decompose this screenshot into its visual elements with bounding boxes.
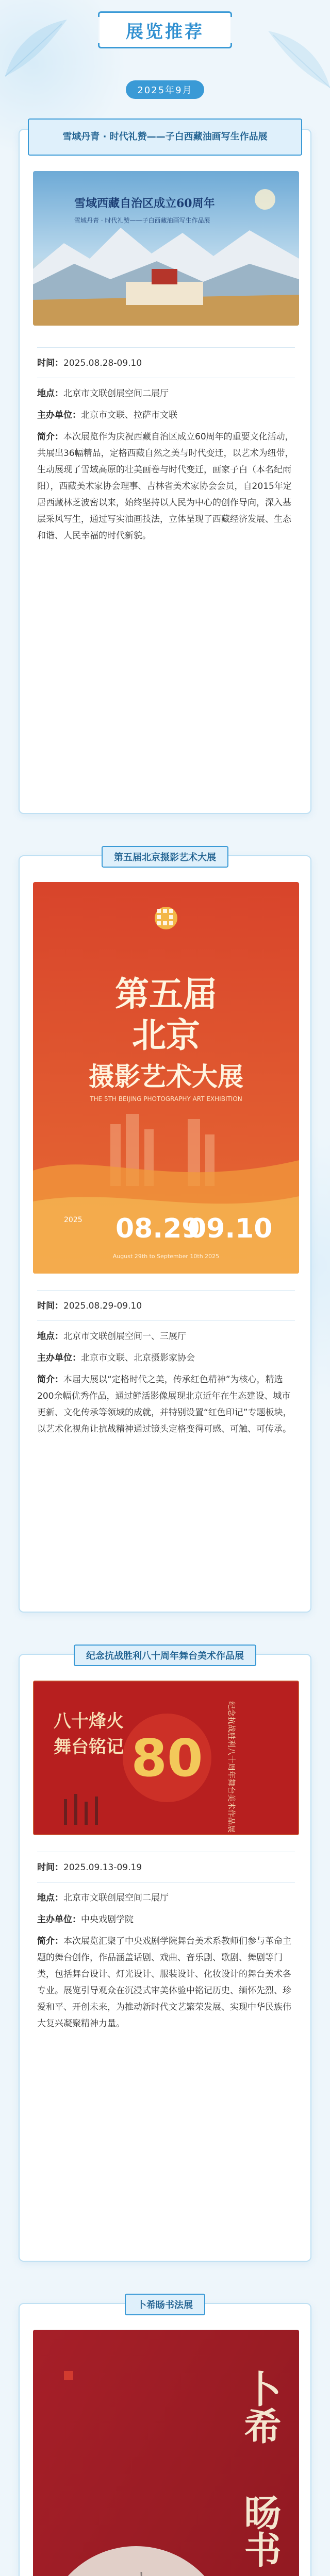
place-value: 北京市文联创展空间二展厅 (63, 388, 169, 399)
poster-title-line-1: 第五届 (115, 974, 217, 1014)
intro-row: 简介：本次展览作为庆祝西藏自治区成立60周年的重要文化活动，共展出36幅精品，定格西藏自然之美与时代变迁，以艺术为纽带，生动展现了雪域高原的壮美画卷与时代变迁，画家子白（本名纪雨阳），西藏美术家协会理事、吉林省美术家协会会员，自2015年定居西藏林芝波密以来，始终坚持以人民为中心的创作导向，深入基层采风写生，通过写实油画技法，立体呈现了西藏经济发展、生态和谐、人民幸福的时代新貌。 (37, 432, 294, 541)
host-value: 中央戏剧学院 (81, 1914, 134, 1925)
exhibition-info (37, 341, 295, 549)
poster-4-artwork (33, 2330, 299, 2576)
host-value: 北京市文联、北京摄影家协会 (81, 1353, 195, 1363)
poster-title-line-2: 北京 (132, 1015, 200, 1055)
exhibition-title: 第五届北京摄影艺术大展 (102, 846, 228, 868)
poster-1-artwork (33, 171, 299, 326)
page-title: 展览推荐 (126, 21, 204, 42)
intro-row: 简介：本次展览汇聚了中央戏剧学院舞台美术系教师们参与革命主题的舞台创作，作品涵盖话剧、戏曲、音乐剧、歌剧、舞剧等门类，包括舞台设计、灯光设计、服装设计、化妆设计的舞台美术各专业。展览引导观众在沉浸式审美体验中铭记历史、缅怀先烈、珍爱和平、开创未来，为推动新时代文艺繁荣发展、实现中华民族伟大复兴凝聚精神力量。 (37, 1936, 291, 2029)
time-value: 2025.09.13-09.19 (63, 1862, 142, 1873)
intro-text: 本届大展以“定格时代之美，传承红色精神”为核心，精选200余幅优秀作品，通过鲜活影像展现北京近年在生态建设、城市更新、文化传承等领域的成就，并特别设置“红色印记”专题板块，以艺术化视角让抗战精神通过镜头定格变得可感、可触、可传承。 (37, 1375, 292, 1434)
poster-title-part-1: 卜希 (238, 2370, 282, 2444)
poster-slogan-line-2: 舞台铭记 (54, 1737, 124, 1757)
poster-year: 2025 (64, 1216, 82, 1224)
divider (37, 1290, 295, 1291)
place-row: 地点：北京市文联创展空间一、三展厅 (37, 1331, 186, 1342)
place-value: 北京市文联创展空间二展厅 (63, 1893, 169, 1903)
place-value: 北京市文联创展空间一、三展厅 (63, 1331, 186, 1342)
poster-slogan-line-1: 八十烽火 (54, 1711, 124, 1732)
time-value: 2025.08.29-09.10 (63, 1301, 142, 1311)
host-row: 主办单位：北京市文联、北京摄影家协会 (37, 1353, 195, 1363)
place-row: 地点：北京市文联创展空间二展厅 (37, 1893, 169, 1903)
host-row: 主办单位：北京市文联、拉萨市文联 (37, 410, 177, 420)
exhibition-poster[interactable] (33, 882, 299, 1274)
poster-date-range: August 29th to September 10th 2025 (112, 1253, 220, 1260)
time-value: 2025.08.28-09.10 (63, 358, 142, 368)
exhibition-poster[interactable] (33, 171, 299, 326)
poster-english-title: THE 5TH BEIJING PHOTOGRAPHY ART EXHIBITION (90, 1095, 242, 1103)
leaf-decoration-icon (263, 21, 330, 98)
exhibition-card-1 (19, 129, 311, 814)
exhibition-title: 卜希旸书法展 (125, 2294, 205, 2315)
poster-date-end: 09.10 (188, 1213, 273, 1244)
exhibition-poster[interactable] (33, 2330, 299, 2576)
exhibition-info (37, 1845, 295, 2037)
poster-subtitle: 雪域丹青 · 时代礼赞——子白西藏油画写生作品展 (74, 217, 210, 224)
exhibition-card-3 (19, 1651, 311, 2262)
exhibition-title: 雪域丹青 · 时代礼赞——子白西藏油画写生作品展 (28, 118, 302, 156)
divider (37, 347, 295, 348)
exhibition-card-2 (19, 852, 311, 1613)
poster-right-title: 纪念抗战胜利八十周年舞台美术作品展 (227, 1701, 236, 1833)
exhibition-title: 纪念抗战胜利八十周年舞台美术作品展 (74, 1645, 256, 1666)
exhibition-info (37, 1284, 295, 1443)
poster-2-artwork (33, 882, 299, 1274)
poster-date-start: 08.29 (116, 1213, 201, 1244)
time-row: 时间：2025.08.28-09.10 (37, 358, 142, 368)
intro-text: 本次展览作为庆祝西藏自治区成立60周年的重要文化活动，共展出36幅精品，定格西藏自然之美与时代变迁，以艺术为纽带，生动展现了雪域高原的壮美画卷与时代变迁，画家子白（本名纪雨阳），西藏美术家协会理事、吉林省美术家协会会员，自2015年定居西藏林芝波密以来，始终坚持以人民为中心的创作导向，深入基层采风写生，通过写实油画技法，立体呈现了西藏经济发展、生态和谐、人民幸福的时代新貌。 (37, 432, 294, 541)
poster-title-line-3: 摄影艺术大展 (89, 1062, 243, 1092)
time-row: 时间：2025.09.13-09.19 (37, 1862, 142, 1873)
page-title-box (98, 11, 232, 48)
date-badge: 2025年9月 (126, 80, 204, 99)
header (0, 0, 330, 124)
time-row: 时间：2025.08.29-09.10 (37, 1301, 142, 1311)
host-row: 主办单位：中央戏剧学院 (37, 1914, 134, 1925)
intro-text: 本次展览汇聚了中央戏剧学院舞台美术系教师们参与革命主题的舞台创作，作品涵盖话剧、戏曲、音乐剧、歌剧、舞剧等门类，包括舞台设计、灯光设计、服装设计、化妆设计的舞台美术各专业。展览引导观众在沉浸式审美体验中铭记历史、缅怀先烈、珍爱和平、开创未来，为推动新时代文艺繁荣发展、实现中华民族伟大复兴凝聚精神力量。 (37, 1936, 291, 2029)
intro-row: 简介：本届大展以“定格时代之美，传承红色精神”为核心，精选200余幅优秀作品，通过鲜活影像展现北京近年在生态建设、城市更新、文化传承等领域的成就，并特别设置“红色印记”专题板块，以艺术化视角让抗战精神通过镜头定格变得可感、可触、可传承。 (37, 1375, 292, 1434)
divider (37, 1882, 295, 1883)
poster-title-part-2: 旸书 (238, 2494, 282, 2568)
poster-3-artwork (33, 1681, 299, 1835)
poster-number: 80 (131, 1728, 203, 1788)
host-value: 北京市文联、拉萨市文联 (81, 410, 177, 420)
poster-title: 雪域西藏自治区成立60周年 (74, 197, 215, 210)
leaf-decoration-icon (0, 9, 72, 87)
exhibition-poster[interactable] (33, 1681, 299, 1835)
exhibition-card-4 (19, 2300, 311, 2576)
place-row: 地点：北京市文联创展空间二展厅 (37, 388, 169, 399)
divider (37, 1320, 295, 1321)
